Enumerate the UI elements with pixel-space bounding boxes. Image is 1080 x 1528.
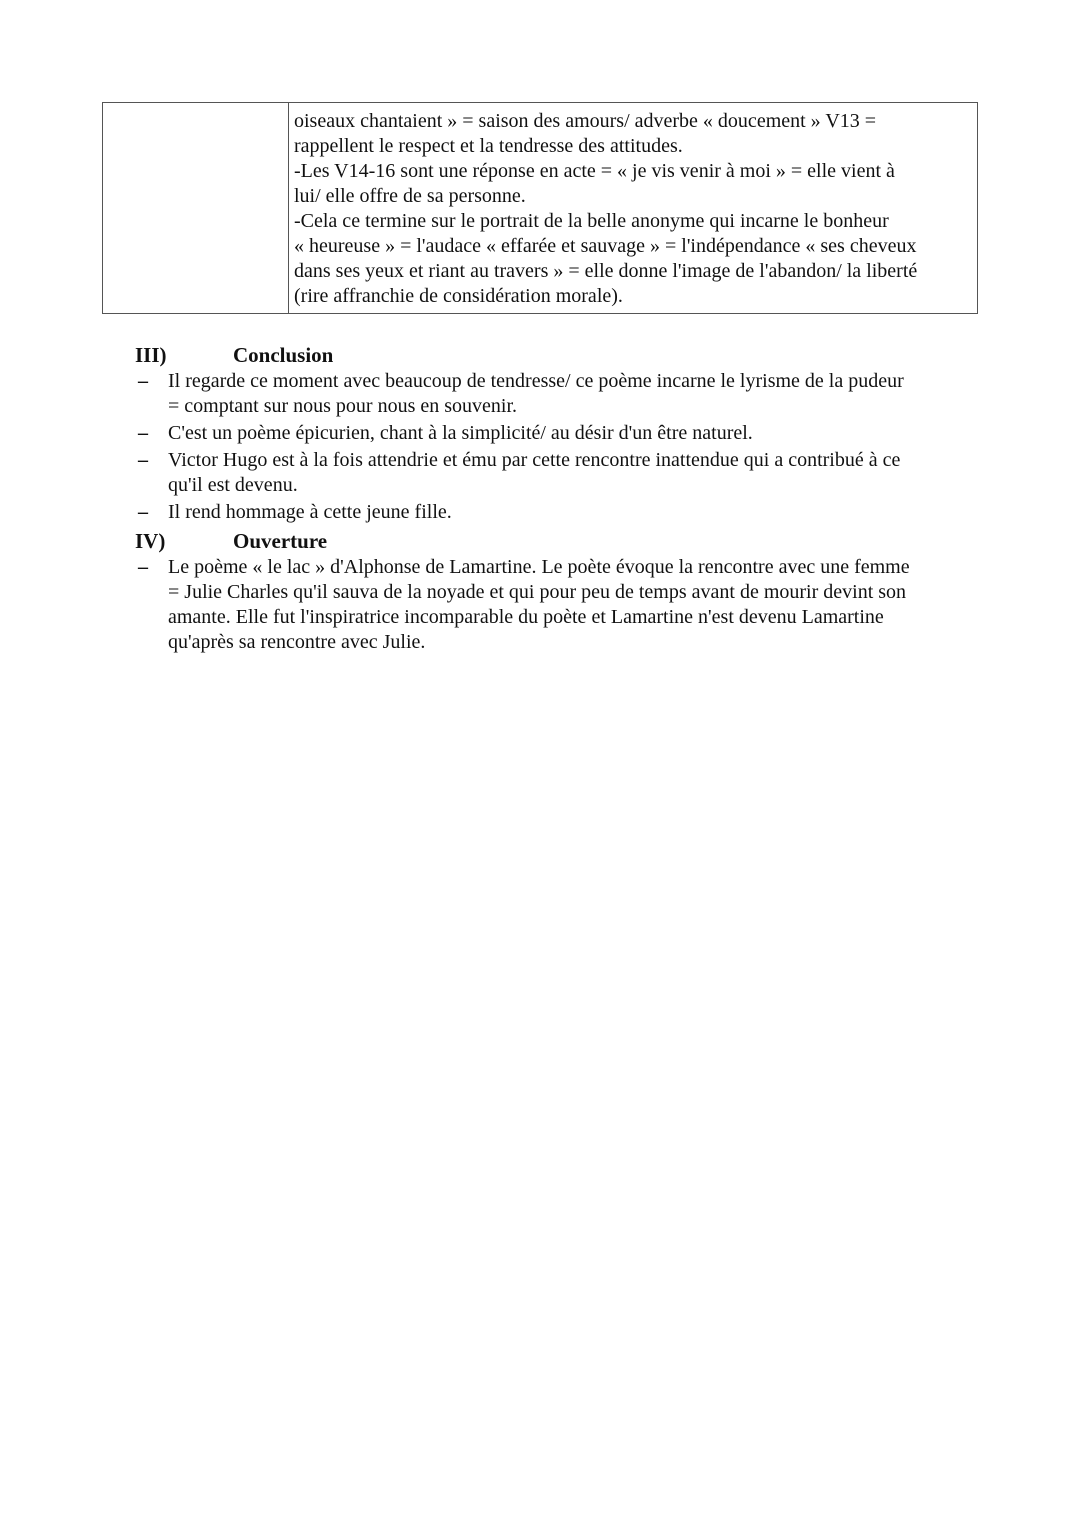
list-item xyxy=(135,421,985,446)
table-line: oiseaux chantaient » = saison des amours/ adverbe « doucement » V13 = xyxy=(294,110,877,132)
bullet-dash: – xyxy=(138,422,148,444)
list-item-text: = Julie Charles qu'il sauva de la noyade et qui pour peu de temps avant de mourir devint son xyxy=(168,581,907,603)
section-number: III) xyxy=(135,343,167,367)
list-item xyxy=(135,448,985,498)
table-line: dans ses yeux et riant au travers » = elle donne l'image de l'abandon/ la liberté xyxy=(294,260,918,282)
list-item xyxy=(135,500,985,525)
section-title: Ouverture xyxy=(233,529,328,553)
list-item-text: Victor Hugo est à la fois attendrie et ému par cette rencontre inattendue qui a contribué à ce xyxy=(168,449,901,471)
bullet-dash: – xyxy=(138,370,148,392)
list-item-text: C'est un poème épicurien, chant à la simplicité/ au désir d'un être naturel. xyxy=(168,422,753,444)
conclusion-section xyxy=(135,342,985,525)
conclusion-heading xyxy=(135,342,985,369)
ouverture-section xyxy=(135,528,985,655)
section-title: Conclusion xyxy=(233,343,334,367)
list-item xyxy=(135,555,985,655)
table-right-cell xyxy=(289,103,977,313)
table-line: -Les V14-16 sont une réponse en acte = « je vis venir à moi » = elle vient à xyxy=(294,160,895,182)
list-item-text: qu'après sa rencontre avec Julie. xyxy=(168,631,426,653)
list-item-text: amante. Elle fut l'inspiratrice incomparable du poète et Lamartine n'est devenu Lamartine xyxy=(168,606,884,628)
table-line: lui/ elle offre de sa personne. xyxy=(294,185,526,207)
table-line: -Cela ce termine sur le portrait de la belle anonyme qui incarne le bonheur xyxy=(294,210,889,232)
table-line: « heureuse » = l'audace « effarée et sauvage » = l'indépendance « ses cheveux xyxy=(294,235,917,257)
list-item-text: Le poème « le lac » d'Alphonse de Lamartine. Le poète évoque la rencontre avec une femme xyxy=(168,556,910,578)
list-item-text: = comptant sur nous pour nous en souvenir. xyxy=(168,395,518,417)
list-item-text: Il regarde ce moment avec beaucoup de tendresse/ ce poème incarne le lyrisme de la pudeur xyxy=(168,370,904,392)
table-line: (rire affranchie de considération morale). xyxy=(294,285,623,307)
bullet-dash: – xyxy=(138,501,148,523)
ouverture-heading xyxy=(135,528,985,555)
table-line: rappellent le respect et la tendresse des attitudes. xyxy=(294,135,683,157)
list-item-text: Il rend hommage à cette jeune fille. xyxy=(168,501,452,523)
list-item xyxy=(135,369,985,419)
bullet-dash: – xyxy=(138,449,148,471)
bullet-dash: – xyxy=(138,556,148,578)
list-item-text: qu'il est devenu. xyxy=(168,474,298,496)
section-number: IV) xyxy=(135,529,166,553)
table-left-cell xyxy=(103,103,289,313)
analysis-table-continuation xyxy=(102,102,978,314)
